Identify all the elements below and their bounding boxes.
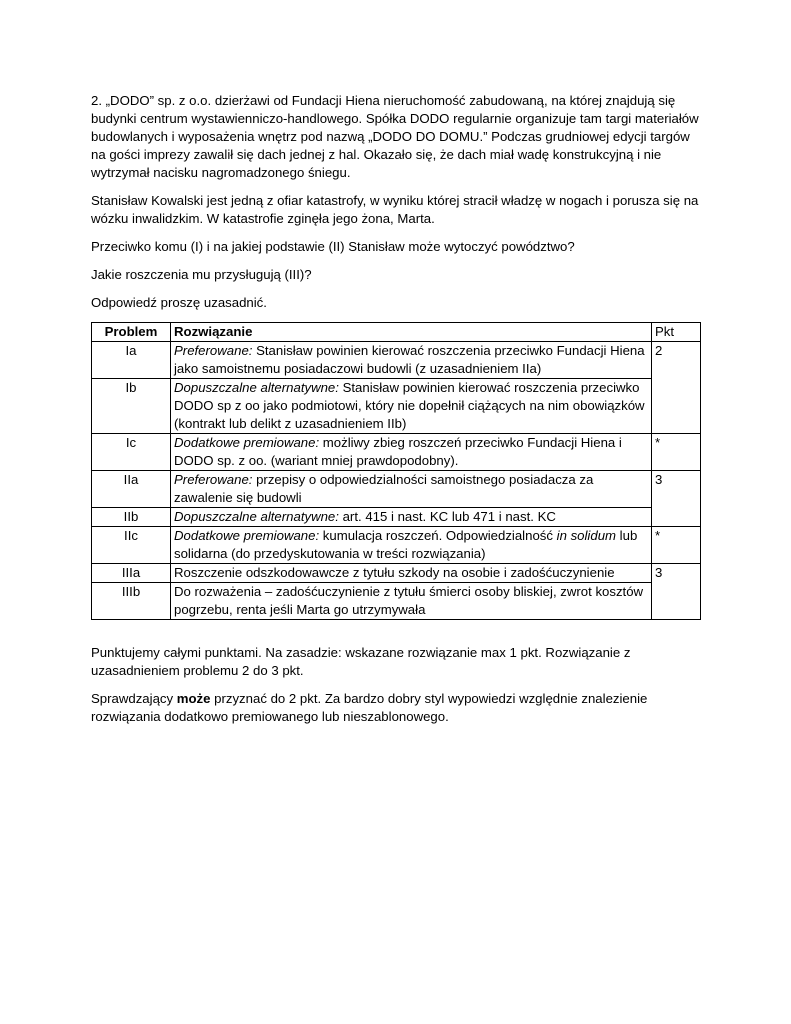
solution-text: możliwy zbieg roszczeń przeciwko Fundacji Hiena i DODO sp. z oo. (wariant mniej prawdopodobny). [174, 435, 622, 468]
answer-instruction: Odpowiedź proszę uzasadnić. [91, 295, 267, 310]
solution-text: Stanisław powinien kierować roszczenia przeciwko DODO sp z oo jako podmiotowi, który nie dopełnił ciążących na nim obowiązków (kontrakt lub delikt z uzasadnieniem IIb) [174, 380, 645, 431]
problem-cell: Ia [92, 342, 171, 379]
victim-description: Stanisław Kowalski jest jedną z ofiar katastrofy, w wyniku której stracił władzę w nogach i porusza się na wózku inwalidzkim. W katastrofie zginęła jego żona, Marta. [91, 193, 699, 226]
solution-label: Dodatkowe premiowane: [174, 435, 320, 450]
solution-label: Preferowane: [174, 472, 253, 487]
solution-cell [171, 342, 652, 379]
table-row [92, 583, 701, 620]
solution-cell [171, 434, 652, 471]
grader-note-b: przyznać do 2 pkt. Za bardzo dobry styl wypowiedzi względnie znalezienie rozwiązania dodatkowo premiowanego lub nieszablonowego. [91, 691, 648, 724]
pkt-cell [652, 379, 701, 434]
table-row [92, 342, 701, 379]
problem-cell: IIIa [92, 564, 171, 583]
table-row [92, 471, 701, 508]
header-solution: Rozwiązanie [171, 323, 652, 342]
table-row [92, 527, 701, 564]
problem-cell: Ib [92, 379, 171, 434]
table-row [92, 434, 701, 471]
solution-cell [171, 471, 652, 508]
solution-label: Preferowane: [174, 343, 253, 358]
solution-label: Dodatkowe premiowane: [174, 528, 320, 543]
solution-cell [171, 527, 652, 564]
header-pkt: Pkt [652, 323, 701, 342]
problem-cell: IIc [92, 527, 171, 564]
solution-text: art. 415 i nast. KC lub 471 i nast. KC [338, 509, 556, 524]
grader-note [91, 690, 701, 726]
problem-cell: IIb [92, 508, 171, 527]
question-2: Jakie roszczenia mu przysługują (III)? [91, 267, 312, 282]
pkt-cell: 3 [652, 564, 701, 583]
pkt-cell: 2 [652, 342, 701, 379]
solution-text-a: kumulacja roszczeń. Odpowiedzialność [319, 528, 557, 543]
problem-cell: Ic [92, 434, 171, 471]
table-row [92, 564, 701, 583]
task-description: 2. „DODO” sp. z o.o. dzierżawi od Fundacji Hiena nieruchomość zabudowaną, na której znajdują się budynki centrum wystawienniczo-handlowego. Spółka DODO regularnie organizuje tam targi materiałów budowlanych i wyposażenia wnętrz pod nazwą „DODO DO DOMU.” Podczas grudniowej edycji targów na gości imprezy zawalił się dach jednej z hal. Okazało się, że dach miał wadę konstrukcyjną i nie wytrzymał nacisku nagromadzonego śniegu. [91, 93, 699, 180]
pkt-cell [652, 508, 701, 527]
pkt-cell [652, 583, 701, 620]
question-1: Przeciwko komu (I) i na jakiej podstawie (II) Stanisław może wytoczyć powództwo? [91, 239, 575, 254]
pkt-cell: * [652, 527, 701, 564]
solution-cell: Do rozważenia – zadośćuczynienie z tytułu śmierci osoby bliskiej, zwrot kosztów pogrzebu, renta jeśli Marta go utrzymywała [171, 583, 652, 620]
table-header-row [92, 323, 701, 342]
document-content [91, 92, 701, 736]
scoring-note: Punktujemy całymi punktami. Na zasadzie: wskazane rozwiązanie max 1 pkt. Rozwiązanie z uzasadnieniem problemu 2 do 3 pkt. [91, 645, 631, 678]
problem-cell: IIIb [92, 583, 171, 620]
solution-cell [171, 508, 652, 527]
solution-cell [171, 379, 652, 434]
solution-text-b: lub solidarna (do przedyskutowania w treści rozwiązania) [174, 528, 638, 561]
pkt-cell: * [652, 434, 701, 471]
solution-label: Dopuszczalne alternatywne: [174, 509, 339, 524]
solution-text-em: in solidum [556, 528, 617, 543]
problem-cell: IIa [92, 471, 171, 508]
solution-text: przepisy o odpowiedzialności samoistnego posiadacza za zawalenie się budowli [174, 472, 594, 505]
solution-label: Dopuszczalne alternatywne: [174, 380, 339, 395]
solution-text: Stanisław powinien kierować roszczenia przeciwko Fundacji Hiena jako samoistnemu posiadaczowi budowli (z uzasadnieniem IIa) [174, 343, 645, 376]
table-row [92, 379, 701, 434]
table-row [92, 508, 701, 527]
grader-note-bold: może [176, 691, 211, 706]
pkt-cell: 3 [652, 471, 701, 508]
grading-table [91, 322, 701, 620]
grader-note-a: Sprawdzający [91, 691, 177, 706]
header-problem: Problem [92, 323, 171, 342]
solution-cell: Roszczenie odszkodowawcze z tytułu szkody na osobie i zadośćuczynienie [171, 564, 652, 583]
